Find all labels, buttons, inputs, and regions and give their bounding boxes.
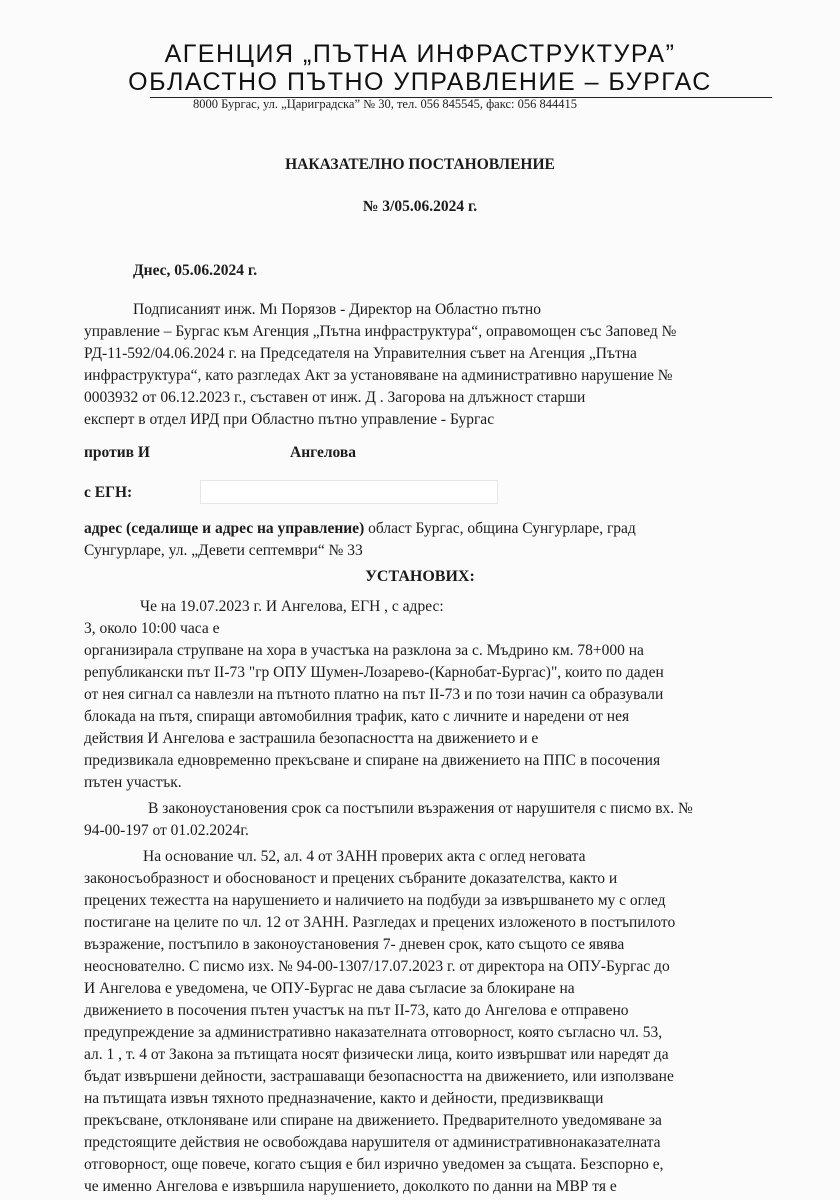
- body-line: Че на 19.07.2023 г. И Ангелова, ЕГН , с адрес:: [140, 598, 444, 615]
- body-line: бъдат извършени дейности, застрашаващи безопасността на движението, или използване: [84, 1068, 674, 1085]
- intro-line: експерт в отдел ИРД при Областно пътно управление - Бургас: [84, 411, 495, 428]
- redacted-egn-box: [200, 480, 498, 504]
- agency-name: АГЕНЦИЯ „ПЪТНА ИНФРАСТРУКТУРА”: [164, 40, 676, 68]
- body-line: пътен участък.: [84, 774, 182, 791]
- body-line: отговорност, още повече, когато същия е бил изрично уведомен за същата. Безспорно е,: [84, 1156, 664, 1173]
- body-line: възражение, постъпило в законоустановения 7- дневен срок, като същото се явява: [84, 936, 625, 953]
- body-line: законосъобразност и обоснованост и прецених събраните доказателства, както и: [84, 870, 618, 887]
- body-line: В законоустановения срок са постъпили възражения от нарушителя с писмо вх. №: [148, 800, 693, 817]
- address-line-2: Сунгурларе, ул. „Девети септември“ № 33: [84, 542, 363, 559]
- body-line: постигане на целите по чл. 12 от ЗАНН. Разгледах и прецених изложеното в постъпилото: [84, 914, 676, 931]
- body-line: И Ангелова е уведомена, че ОПУ-Бургас не дава съгласие за блокиране на: [84, 980, 575, 997]
- body-line: предупреждение за административно наказателната отговорност, която съгласно чл. 53,: [84, 1024, 663, 1041]
- body-line: движението в посочения пътен участък на път II-73, като до Ангелова е отправено: [84, 1002, 629, 1019]
- regional-office-name: ОБЛАСТНО ПЪТНО УПРАВЛЕНИЕ – БУРГАС: [128, 68, 712, 96]
- body-line: 3, около 10:00 часа е: [84, 620, 220, 637]
- address-label: адрес (седалище и адрес на управление): [84, 520, 365, 537]
- body-line: от нея сигнал са навлезли на пътното платно на път II-73 и по този начин са образували: [84, 686, 664, 703]
- intro-line: Подписаният инж. Мı Порязов - Директор на Областно пътно: [133, 301, 541, 318]
- body-line: ал. 1 , т. 4 от Закона за пътищата носят физически лица, които извършват или наредят да: [84, 1046, 669, 1063]
- against-name: Ангелова: [290, 444, 357, 461]
- body-line: организирала струпване на хора в участъка на разклона за с. Мъдрино км. 78+000 на: [84, 642, 644, 659]
- date-line: Днес, 05.06.2024 г.: [133, 262, 258, 279]
- address-line: [84, 520, 636, 538]
- body-line: че именно Ангелова е извършила нарушението, доколкото по данни на МВР тя е: [84, 1178, 617, 1195]
- against-label: против И: [84, 444, 150, 461]
- intro-line: РД-11-592/04.06.2024 г. на Председателя на Управителния съвет на Агенция „Пътна: [84, 345, 637, 362]
- intro-line: 0003932 от 06.12.2023 г., съставен от инж. Д . Загорова на длъжност старши: [84, 389, 586, 406]
- body-line: блокада на пътя, спиращи автомобилния трафик, като с личните и наредени от нея: [84, 708, 630, 725]
- body-line: прекъсване, отклоняване или спиране на движението. Предварителното уведомяване за: [84, 1112, 662, 1129]
- body-line: предстоящите действия не освобождава нарушителя от административнонаказателната: [84, 1134, 661, 1151]
- egn-label: с ЕГН:: [84, 484, 133, 501]
- office-address: 8000 Бургас, ул. „Цариградска” № 30, тел. 056 845545, факс: 056 844415: [193, 97, 578, 111]
- established-heading: УСТАНОВИХ:: [365, 568, 475, 585]
- body-line: на пътищата извън тяхното предназначение, както и дейности, предизвикващи: [84, 1090, 604, 1107]
- body-line: 94-00-197 от 01.02.2024г.: [84, 822, 249, 839]
- address-value: област Бургас, община Сунгурларе, град: [364, 520, 636, 537]
- intro-line: управление – Бургас към Агенция „Пътна инфраструктура“, оправомощен със Заповед №: [84, 323, 677, 340]
- body-line: действия И Ангелова е застрашила безопасността на движението и е: [84, 730, 539, 747]
- body-line: На основание чл. 52, ал. 4 от ЗАНН проверих акта с оглед неговата: [143, 848, 586, 865]
- document-title: НАКАЗАТЕЛНО ПОСТАНОВЛЕНИЕ: [285, 156, 555, 173]
- body-line: неоснователно. С писмо изх. № 94-00-1307/17.07.2023 г. от директора на ОПУ-Бургас до: [84, 958, 670, 975]
- intro-line: инфраструктура“, като разгледах Акт за установяване на административно нарушение №: [84, 367, 673, 384]
- body-line: републикански път II-73 "гр ОПУ Шумен-Лозарево-(Карнобат-Бургас)", които по даден: [84, 664, 664, 681]
- body-line: предизвикала едновременно прекъсване и спиране на движението на ППС в посочения: [84, 752, 661, 769]
- body-line: прецених тежестта на нарушението и наличието на подбуди за извършването му с оглед: [84, 892, 666, 909]
- document-number: № 3/05.06.2024 г.: [362, 198, 478, 215]
